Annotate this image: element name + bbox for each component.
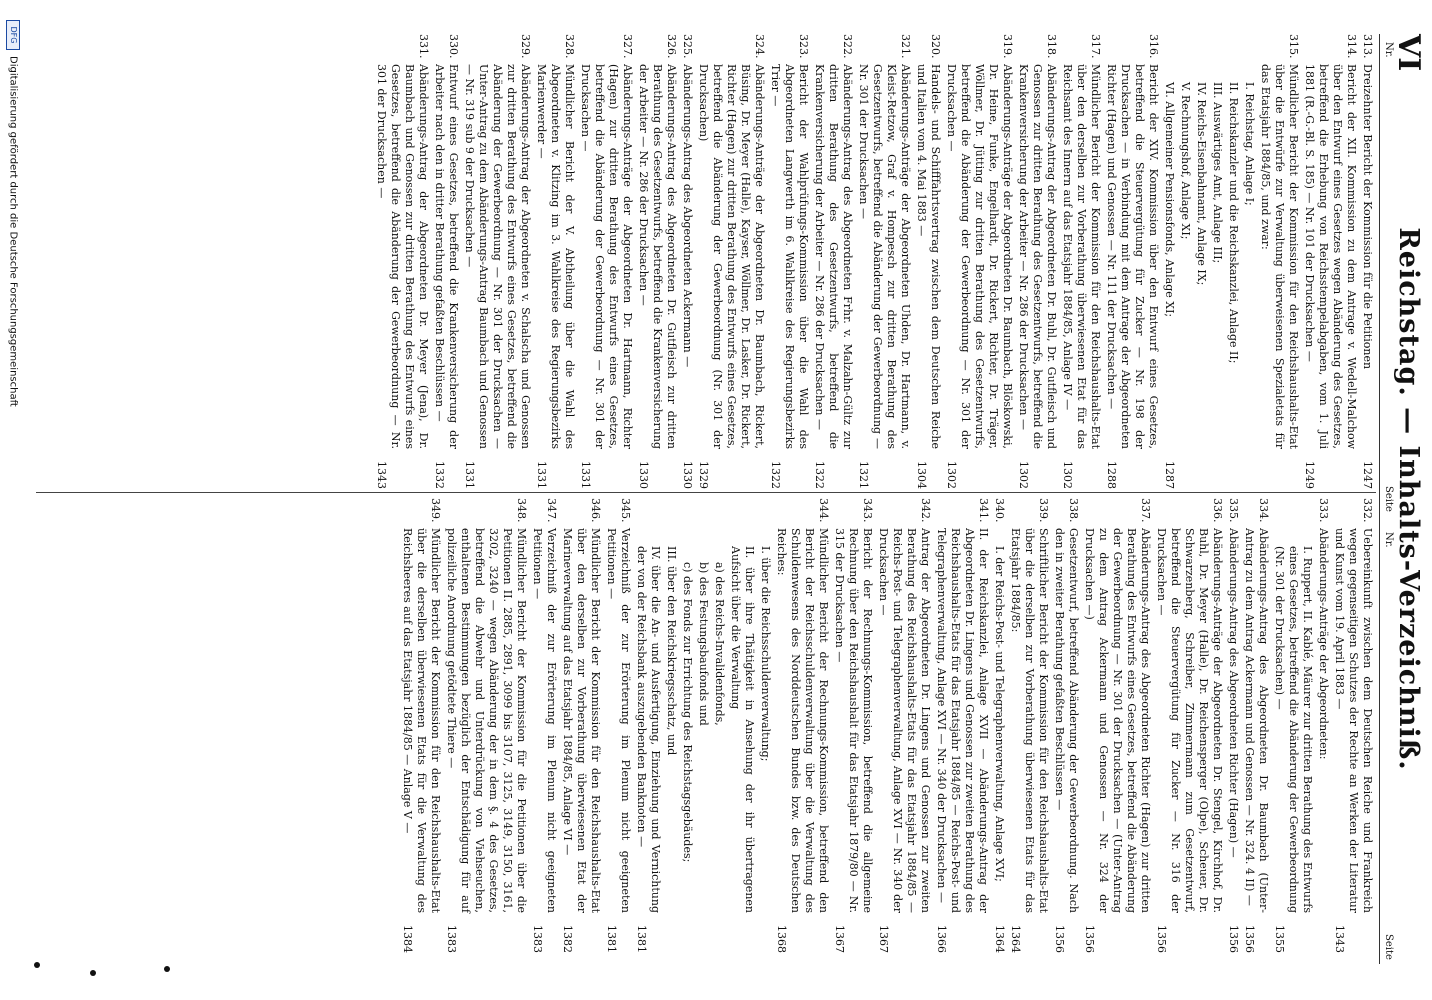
- entry-text: a) des Reichs-Invalidenfonds,: [713, 562, 726, 726]
- page-header: [1383, 34, 1426, 964]
- entry-text: Abänderungs-Antrag der Abgeordneten Dr. Meyer (Jena), Dr. Baumbach und Genossen zur dritten Berathung des Entwurfs eines Gesetzes, betreffend die Abänderung der Gewerbeordnung — Nr. 301 der Drucksachen —: [375, 64, 430, 449]
- entry-text: Antrag der Abgeordneten Dr. Lingens und Genossen zur zweiten Berathung des Reichshaushalts-Etats für das Etatsjahr 1884/85 — Reichs-Post- und Telegraphenverwaltung, Anlage XVI — Nr. 340 der Drucksachen —: [877, 528, 932, 913]
- column-divider: [36, 492, 1376, 493]
- digitization-footer: [6, 20, 20, 407]
- entry-text: b) des Festungsbaufonds und: [697, 562, 710, 726]
- entry-number: 339.: [1037, 498, 1050, 523]
- entry-number: 323.: [797, 34, 810, 59]
- entry-text: Verzeichniß der zur Erörterung im Plenum nicht geeigneten Petitionen —: [531, 528, 558, 913]
- header-rule: [1379, 34, 1380, 964]
- scan-mark: [90, 970, 96, 976]
- entry-number: 342.: [919, 498, 932, 523]
- index-entry: [1332, 498, 1374, 953]
- index-entry: [534, 34, 576, 489]
- entry-page: 1322: [813, 461, 826, 489]
- entry-page: 1364: [993, 925, 1006, 953]
- entry-text: Uebereinkunft zwischen dem Deutschen Reiche und Frankreich wegen gegenseitigen Schutzes der Rechte an Werken der Literatur und Kunst vom 19. April 1883 —: [1333, 528, 1374, 913]
- entry-text: Bericht der Rechnungs-Kommission, betreffend die allgemeine Rechnung über den Reichshaushalt für das Etatsjahr 1879/80 — Nr. 315 der Drucksachen —: [833, 528, 874, 913]
- index-entry: [1258, 34, 1300, 489]
- entry-text: Mündlicher Bericht der Kommission für den Reichshaushalts-Etat über den derselben zur Vorberathung überwiesenen Etat der Marineverwaltung auf das Etatsjahr 1884/85, Anlage VI —: [561, 528, 602, 913]
- entry-number: 336.: [1211, 498, 1224, 523]
- index-entry: [934, 498, 990, 953]
- column-header-seite-left: Seite: [1383, 486, 1394, 512]
- index-entry: [812, 34, 854, 489]
- entry-number: 344.: [817, 498, 830, 523]
- entry-page: 1364: [1009, 925, 1022, 953]
- entry-page: 1384: [401, 925, 414, 953]
- entry-number: 333.: [1317, 498, 1330, 523]
- entry-page: 1331: [579, 461, 592, 489]
- entry-text: II. der Reichskanzlei, Anlage XVII — Abänderungs-Antrag der Abgeordneten Dr. Lingens und Genossen zur zweiten Berathung des Reichshaushalts-Etats für das Etatsjahr 1884/85 — Reichs-Post- und Telegraphenverwaltung, Anlage XVI — Nr. 340 der Drucksachen —: [935, 528, 990, 913]
- entry-page: 1356: [1083, 925, 1096, 953]
- entry-number: 331.: [417, 34, 430, 59]
- index-column-right: [398, 498, 1374, 953]
- index-entry: [1154, 498, 1224, 953]
- entry-text: Verzeichniß der zur Erörterung im Plenum nicht geeigneten Petitionen —: [605, 528, 632, 913]
- entry-page: 1381: [635, 925, 648, 953]
- entry-text: II. über ihre Thätigkeit in Ansehung der ihr übertragenen Aufsicht über die Verwaltung: [729, 546, 756, 913]
- entry-number: 313.: [1361, 34, 1374, 59]
- entry-text: Gesetzentwurf, betreffend Abänderung der Gewerbeordnung. Nach den in zweiter Berathung gefaßten Beschlüssen —: [1053, 528, 1080, 913]
- column-header-seite-right: Seite: [1383, 934, 1394, 960]
- entry-number: 347.: [545, 498, 558, 523]
- entry-page: 1287: [1163, 461, 1176, 489]
- entry-text: Abänderungs-Anträge der Abgeordneten Dr. Hartmann, Richter (Hagen) zur dritten Berathung des Entwurfs eines Gesetzes, betreffend die Abänderung der Gewerbeordnung — Nr. 301 der Drucksachen —: [579, 64, 634, 449]
- entry-text: Abänderungs-Anträge der Abgeordneten Uhden, Dr. Hartmann, v. Kleist-Retzow, Graf v. Hompesch zur dritten Berathung des Gesetzentwurfs, betreffend die Abänderung der Gewerbeordnung — Nr. 301 der Drucksachen —: [857, 64, 912, 449]
- entry-text: Handels- und Schifffahrtsvertrag zwischen dem Deutschen Reiche und Italien vom 4. Mai 1883 —: [915, 64, 942, 449]
- entry-number: 322.: [841, 34, 854, 59]
- entry-page: 1343: [1333, 925, 1346, 953]
- entry-text: III. über den Reichskriegsschatz, und: [665, 546, 678, 756]
- column-header-nr-right: Nr.: [1383, 532, 1394, 548]
- index-entry: [1242, 498, 1270, 953]
- entry-number: 345.: [619, 498, 632, 523]
- entry-text: Entwurf eines Gesetzes, betreffend die Krankenversicherung der Arbeiter nach den in dritter Berathung gefaßten Beschlüssen —: [433, 64, 460, 449]
- entry-number: 317.: [1089, 34, 1102, 59]
- index-entry: [680, 34, 694, 489]
- entry-page: 1356: [1243, 925, 1256, 953]
- index-entry: [1194, 34, 1208, 489]
- entry-number: 349.: [429, 498, 442, 523]
- index-entry: [1210, 34, 1224, 489]
- entry-text: IV. über die An- und Ausfertigung, Einziehung und Vernichtung der von der Reichsbank auszugebenden Banknoten —: [635, 546, 662, 913]
- entry-number: 315.: [1287, 34, 1300, 59]
- entry-page: 1302: [1061, 461, 1074, 489]
- entry-number: 324.: [753, 34, 766, 59]
- index-entry: [400, 498, 442, 953]
- entry-page: 1383: [445, 925, 458, 953]
- entry-text: II. Reichskanzler und die Reichskanzlei, Anlage II;: [1227, 82, 1240, 364]
- index-entry: [604, 498, 632, 953]
- entry-page: 1330: [637, 461, 650, 489]
- entry-number: 330.: [447, 34, 460, 59]
- index-entry: [636, 34, 678, 489]
- entry-number: 327.: [621, 34, 634, 59]
- index-entry: [560, 498, 602, 953]
- entry-number: 335.: [1227, 498, 1240, 523]
- entry-number: 338.: [1067, 498, 1080, 523]
- index-entry: [832, 498, 874, 953]
- index-entry: [1008, 498, 1050, 953]
- entry-page: 1382: [561, 925, 574, 953]
- index-entry: [530, 498, 558, 953]
- entry-page: 1381: [605, 925, 618, 953]
- index-entry: [944, 34, 1014, 489]
- entry-text: Mündlicher Bericht der Kommission für den Reichshaushalts-Etat über die Entwürfe zur Verwaltung überweisenen Spezialetats für das Etatsjahr 1884/85, und zwar:: [1259, 64, 1300, 449]
- entry-page: 1322: [769, 461, 782, 489]
- entry-page: 1366: [935, 925, 948, 953]
- entry-number: 348.: [515, 498, 528, 523]
- entry-text: Bericht der XIV. Kommission über den Entwurf eines Gesetzes, betreffend die Steuervergütung für Zucker — Nr. 198 der Drucksachen — in Verbindung mit dem Antrage der Abgeordneten Richter (Hagen) und Genossen — Nr. 111 der Drucksachen —: [1105, 64, 1160, 449]
- entry-number: 328.: [563, 34, 576, 59]
- entry-text: Abänderungs-Antrag des Abgeordneten Richter (Hagen) —: [1227, 528, 1240, 858]
- entry-text: Abänderungs-Anträge der Abgeordneten Dr. Baumbach, Rickert, Büsing, Dr. Meyer (Halle), Kayser, Wöllmer, Dr. Lasker, Dr. Rickert, Richter (Hagen) zur dritten Berathung des Entwurfs eines Gesetzes, betreffend die Abänderung der Gewerbeordnung (Nr. 301 der Drucksachen): [697, 64, 766, 449]
- entry-text: I. Reichstag, Anlage I;: [1243, 82, 1256, 206]
- index-entry: [444, 498, 528, 953]
- index-entry: [712, 498, 726, 953]
- entry-page: 1332: [433, 461, 446, 489]
- index-entry: [462, 34, 532, 489]
- scan-mark: [34, 962, 40, 968]
- entry-text: Abänderungs-Antrag des Abgeordneten Richter (Hagen) zur dritten Berathung des Entwurfs eines Gesetzes, betreffend die Abänderung der Gewerbeordnung — Nr. 301 der Drucksachen — (Unter-Antrag zu dem Antrag Ackermann und Genossen — Nr. 324 der Drucksachen —): [1083, 528, 1152, 913]
- entry-text: Bericht der Wahlprüfungs-Kommission über die Wahl des Abgeordneten Langwerth im 6. Wahlkreise des Regierungsbezirks Trier —: [769, 64, 810, 449]
- index-entry: [914, 34, 942, 489]
- entry-number: 346.: [589, 498, 602, 523]
- index-entry: [680, 498, 694, 953]
- entry-number: 316.: [1147, 34, 1160, 59]
- entry-page: 1355: [1273, 925, 1286, 953]
- entry-text: Dreizehnter Bericht der Kommission für die Petitionen: [1361, 64, 1374, 370]
- entry-number: 329.: [519, 34, 532, 59]
- index-entry: [1302, 34, 1358, 489]
- index-entry: [1104, 34, 1160, 489]
- entry-number: 341.: [977, 498, 990, 523]
- entry-page: 1343: [375, 461, 388, 489]
- index-entry: [876, 498, 932, 953]
- entry-page: 1331: [535, 461, 548, 489]
- entry-page: 1302: [1017, 461, 1030, 489]
- entry-text: Abänderungs-Anträge der Abgeordneten:: [1317, 528, 1330, 760]
- entry-number: 314.: [1345, 34, 1358, 59]
- scan-mark: [164, 966, 170, 972]
- entry-text: Abänderungs-Antrag der Abgeordneten v. Schalscha und Genossen zur dritten Berathung des Entwurfs eines Gesetzes, betreffend die Abänderung der Gewerbeordnung — Nr. 301 der Drucksachen — Unter-Antrag zu dem Abänderungs-Antrag Baumbach und Genossen — Nr. 319 sub 9 der Drucksachen —: [463, 64, 532, 449]
- entry-page: 1367: [877, 925, 890, 953]
- entry-page: 1302: [945, 461, 958, 489]
- entry-number: 325.: [681, 34, 694, 59]
- entry-text: VI. Allgemeiner Pensionsfonds, Anlage XI;: [1163, 82, 1176, 318]
- entry-page: 1249: [1303, 461, 1316, 489]
- entry-page: 1321: [857, 461, 870, 489]
- index-entry: [856, 34, 912, 489]
- entry-text: Mündlicher Bericht der Kommission für den Reichshaushalts-Etat über den derselben zur Vorberathung überwiesenen Etat für das Reichsamt des Innern auf das Etatsjahr 1884/85, Anlage IV —: [1061, 64, 1102, 449]
- entry-text: III. Auswärtiges Amt, Anlage III;: [1211, 82, 1224, 264]
- entry-number: 332.: [1361, 498, 1374, 523]
- entry-number: 318.: [1045, 34, 1058, 59]
- entry-text: I. über die Reichsschuldenverwaltung;: [759, 546, 772, 762]
- index-entry: [1082, 498, 1152, 953]
- column-header-nr-left: Nr.: [1383, 42, 1394, 58]
- entry-text: Abänderungs-Antrag des Abgeordneten Frhr. v. Malzahn-Gültz zur dritten Berathung des Gesetzentwurfs, betreffend die Krankenversicherung der Arbeiter — Nr. 286 der Drucksachen —: [813, 64, 854, 449]
- entry-text: Mündlicher Bericht der Kommission für die Petitionen über die Petitionen II. 2885, 2891, 3099 bis 3107, 3125, 3149, 3150, 3161, 3202, 3240 — wegen Abänderung der in dem §. 4 des Gesetzes, betreffend die Abwehr und Unterdrückung von Viehseuchen, enthaltenen Bestimmungen bezüglich der Entschädigung für auf polizeiliche Anordnung getödtete Thiere —: [445, 528, 528, 913]
- page-title: Reichstag. — Inhalts-Verzeichniß.: [1393, 227, 1424, 771]
- footer-text: Digitalisierung gefördert durch die Deutsche Forschungsgemeinschaft: [7, 56, 19, 407]
- index-entry: [374, 34, 430, 489]
- index-entry: [696, 498, 710, 953]
- entry-text: Abänderungs-Antrag der Abgeordneten Dr. Buhl, Dr. Gutfleisch und Genossen zur dritten Berathung des Gesetzentwurfs, betreffend die Krankenversicherung der Arbeiter — Nr. 286 der Drucksachen —: [1017, 64, 1058, 449]
- entry-text: I. der Reichs-Post- und Telegraphenverwaltung, Anlage XVI;: [993, 546, 1006, 882]
- entry-text: IV. Reichs-Eisenbahnamt, Anlage IX;: [1195, 82, 1208, 286]
- index-entry: [1016, 34, 1058, 489]
- entry-page: 1356: [1155, 925, 1168, 953]
- index-entry: [1162, 34, 1176, 489]
- entry-page: 1356: [1227, 925, 1240, 953]
- entry-number: 326.: [665, 34, 678, 59]
- entry-page: 1383: [531, 925, 544, 953]
- index-entry: [1316, 498, 1330, 953]
- entry-number: 334.: [1257, 498, 1270, 523]
- entry-number: 321.: [899, 34, 912, 59]
- entry-page: 1368: [775, 925, 788, 953]
- index-entry: [578, 34, 634, 489]
- index-entry: [992, 498, 1006, 953]
- entry-number: 340.: [993, 498, 1006, 523]
- entry-text: Bericht der XII. Kommission zu dem Antrage v. Wedell-Malchow über den Entwurf eines Gesetzes wegen Abänderung des Gesetzes, betreffend die Erhebung von Reichsstempelabgaben, vom 1. Juli 1881 (R.-G.-Bl. S. 185) — Nr. 101 der Drucksachen —: [1303, 64, 1358, 449]
- entry-text: Abänderungs-Antrag des Abgeordneten Dr. Gutfleisch zur dritten Berathung des Gesetzentwurfs, betreffend die Krankenversicherung der Arbeiter — Nr. 286 der Drucksachen —: [637, 64, 678, 449]
- index-entry: [1178, 34, 1192, 489]
- entry-page: 1367: [833, 925, 846, 953]
- index-entry: [432, 34, 460, 489]
- index-column-left: [372, 34, 1374, 489]
- index-entry: [1052, 498, 1080, 953]
- index-entry: [1226, 498, 1240, 953]
- entry-page: 1356: [1053, 925, 1066, 953]
- entry-text: c) des Fonds zur Errichtung des Reichstagsgebäudes;: [681, 562, 694, 863]
- entry-text: V. Rechnungshof, Anlage XI;: [1179, 82, 1192, 240]
- entry-number: 337.: [1139, 498, 1152, 523]
- dfg-logo: DFG: [6, 20, 20, 50]
- entry-text: Schriftlicher Bericht der Kommission für den Reichshaushalts-Etat über die derselben zur Vorberathung überwiesenen Etats für das Etatsjahr 1884/85:: [1009, 528, 1050, 913]
- entry-text: Abänderungs-Antrag des Abgeordneten Ackermann —: [681, 64, 694, 368]
- entry-text: Mündlicher Bericht der V. Abtheilung über die Wahl des Abgeordneten v. Klitzing im 3. Wahlkreise des Regierungsbezirks Marienwerder —: [535, 64, 576, 449]
- entry-text: Mündlicher Bericht der Rechnungs-Kommission, betreffend den Bericht der Reichsschuldenverwaltung über die Verwaltung des Schuldenwesens des Norddeutschen Bundes bzw. des Deutschen Reiches:: [775, 528, 830, 913]
- entry-text: Abänderungs-Anträge der Abgeordneten Dr. Stengel, Kirchhof, Dr. Buhl, Dr. Meyer (Halle), Dr. Reichensperger (Olpe), Scheuer, Dr. Schwarzenberg, Schreiber, Zimmermann zum Gesetzentwurf, betreffend die Steuervergütung für Zucker — Nr. 316 der Drucksachen —: [1155, 528, 1224, 913]
- index-entry: [1226, 34, 1240, 489]
- index-entry: [1360, 34, 1374, 489]
- index-entry: [1060, 34, 1102, 489]
- entry-number: 319.: [1001, 34, 1014, 59]
- index-entry: [664, 498, 678, 953]
- entry-page: 1329: [697, 461, 710, 489]
- index-entry: [768, 34, 810, 489]
- index-entry: [774, 498, 830, 953]
- index-entry: [728, 498, 756, 953]
- page-number: VI: [1391, 34, 1426, 72]
- entry-number: 343.: [861, 498, 874, 523]
- entry-text: Mündlicher Bericht der Kommission für den Reichshaushalts-Etat über die derselben überwiesenen Etats für die Verwaltung des Reichsheeres auf das Etatsjahr 1884/85 — Anlage V —: [401, 528, 442, 913]
- entry-text: Abänderungs-Antrag des Abgeordneten Dr. Baumbach (Unter-Antrag zu dem Antrag Ackermann und Genossen — Nr. 324. 4 II) —: [1243, 528, 1270, 913]
- entry-page: 1331: [463, 461, 476, 489]
- entry-text: Abänderungs-Anträge der Abgeordneten Dr. Baumbach, Blöskowski, Dr. Heine, Funke, Engelhardt, Dr. Rickert, Richter, Dr. Träger, Wöllmer, Dr. Jütting zur dritten Berathung des Gesetzentwurfs, betreffend die Abänderung der Gewerbeordnung — Nr. 301 der Drucksachen —: [945, 64, 1014, 449]
- index-entry: [1272, 498, 1314, 953]
- entry-page: 1247: [1361, 461, 1374, 489]
- index-entry: [1242, 34, 1256, 489]
- entry-number: 320.: [929, 34, 942, 59]
- entry-text: I. Ruppert, II. Kablé, Mäurer zur dritten Berathung des Entwurfs eines Gesetzes, betreffend die Abänderung der Gewerbeordnung (Nr. 301 der Drucksachen) —: [1273, 546, 1314, 913]
- entry-page: 1288: [1105, 461, 1118, 489]
- index-entry: [758, 498, 772, 953]
- index-entry: [696, 34, 766, 489]
- entry-page: 1330: [681, 461, 694, 489]
- index-entry: [634, 498, 662, 953]
- entry-page: 1304: [915, 461, 928, 489]
